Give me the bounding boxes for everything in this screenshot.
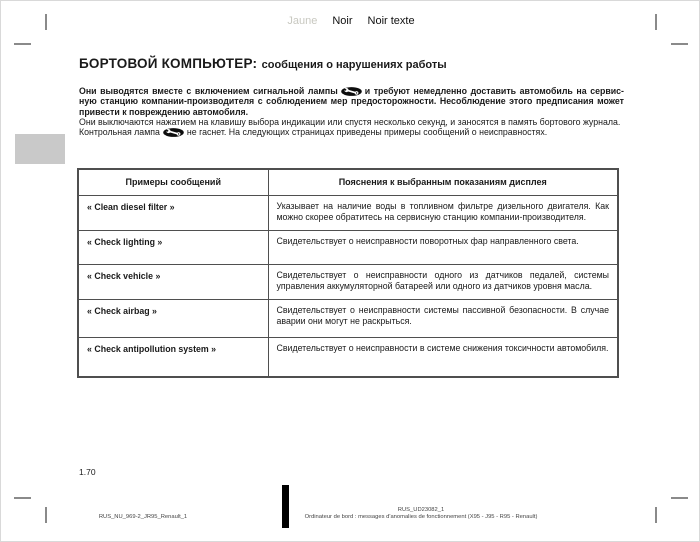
column-header-messages: Примеры сообщений [78, 169, 268, 195]
table-row [78, 230, 618, 264]
explanation-cell: Свидетельствует о неисправности системы пассивной безопасности. В случае аварии они могут не раскрыться. [268, 299, 618, 337]
crop-mark-top-left-h [14, 43, 31, 45]
explanation-cell: Свидетельствует о неисправности в системе снижения токсичности автомобиля. [268, 337, 618, 377]
page-title [79, 55, 447, 73]
intro-line-1-after: и требуют немедленно доставить автомобиль на сервис- [364, 86, 624, 96]
intro-line-5-before: Контрольная лампа [79, 127, 160, 138]
table-row [78, 299, 618, 337]
footer-right-reference [301, 507, 541, 521]
table-header-row [78, 169, 618, 195]
plate-label-noir-texte: Noir texte [367, 15, 415, 27]
page-title-sub: сообщения о нарушениях работы [261, 59, 447, 71]
intro-line-3: привести к повреждению автомобиля. [79, 106, 249, 117]
crop-mark-bottom-left-h [14, 497, 31, 499]
intro-line-1 [79, 86, 624, 96]
section-tab-marker [15, 134, 65, 164]
service-warning-lamp-icon [163, 128, 184, 137]
message-cell: « Check vehicle » [78, 264, 268, 299]
print-plate-labels [1, 15, 700, 27]
message-cell: « Clean diesel filter » [78, 195, 268, 230]
intro-line-1-before: Они выводятся вместе с включением сигнальной лампы [79, 86, 338, 96]
explanation-cell: Указывает на наличие воды в топливном фильтре дизельного двигателя. Как можно скорее обратитесь на сервисную станцию компании-производителя. [268, 195, 618, 230]
plate-label-jaune: Jaune [287, 15, 318, 27]
footer-right-caption: Ordinateur de bord : messages d'anomalies de fonctionnement (X95 - J95 - R95 - Renault) [304, 514, 538, 520]
crop-mark-bottom-right-h [671, 497, 688, 499]
service-warning-lamp-icon [341, 87, 362, 96]
message-cell: « Check antipollution system » [78, 337, 268, 377]
explanation-cell: Свидетельствует о неисправности одного из датчиков педалей, системы управления аккумуляторной батареей или одного из датчиков уровня масла. [268, 264, 618, 299]
footer-left-reference: RUS_NU_969-2_JR95_Renault_1 [98, 514, 188, 520]
print-registration-bar [282, 485, 289, 528]
explanation-cell: Свидетельствует о неисправности поворотных фар направленного света. [268, 230, 618, 264]
footer-right-ref-code: RUS_UD23082_1 [397, 507, 445, 513]
page-number: 1.70 [79, 467, 96, 477]
messages-table [77, 168, 619, 378]
column-header-explanations: Пояснения к выбранным показаниям дисплея [268, 169, 618, 195]
crop-mark-bottom-right-v [655, 507, 657, 523]
crop-mark-top-right-h [671, 43, 688, 45]
intro-line-2: ную станцию компании-производителя с соблюдением мер предосторожности. Несоблюдение этого предписания может [79, 96, 624, 107]
table-row [78, 337, 618, 377]
page-title-main: БОРТОВОЙ КОМПЬЮТЕР: [79, 56, 258, 71]
message-cell: « Check airbag » [78, 299, 268, 337]
message-cell: « Check lighting » [78, 230, 268, 264]
intro-line-5-after: не гаснет. На следующих страницах приведены примеры сообщений о неисправностях. [186, 127, 548, 138]
table-row [78, 264, 618, 299]
crop-mark-bottom-left-v [45, 507, 47, 523]
plate-label-noir: Noir [332, 15, 353, 27]
intro-line-5 [79, 127, 624, 137]
table-row [78, 195, 618, 230]
intro-line-4: Они выключаются нажатием на клавишу выбора индикации или спустя несколько секунд, и заносятся в память бортового журнала. [79, 116, 621, 127]
intro-text [79, 86, 624, 137]
